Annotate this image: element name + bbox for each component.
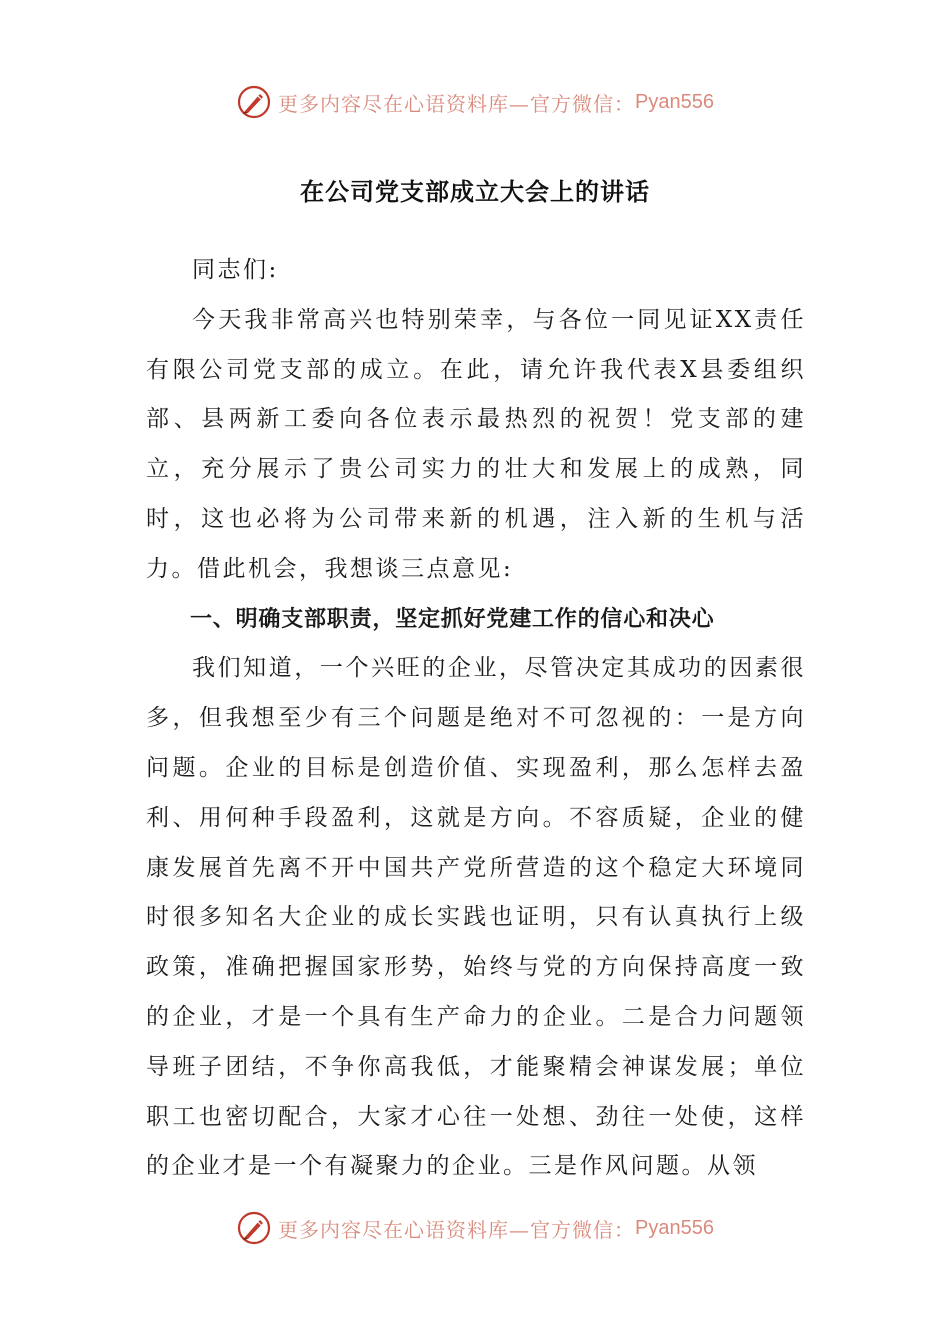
watermark-text: 更多内容尽在心语资料库—官方微信：: [278, 1217, 636, 1242]
watermark-wechat-id: Pyan556: [635, 1216, 714, 1239]
watermark-text: 更多内容尽在心语资料库—官方微信：: [278, 91, 636, 116]
header-watermark-banner: [0, 82, 950, 122]
document-body: [146, 246, 806, 1192]
watermark-wechat-id: Pyan556: [635, 90, 714, 113]
paragraph-1: 今天我非常高兴也特别荣幸，与各位一同见证XX责任有限公司党支部的成立。在此，请允许我代表X县委组织部、县两新工委向各位表示最热烈的祝贺！党支部的建立，充分展示了贵公司实力的壮大和发展上的成熟，同时，这也必将为公司带来新的机遇，注入新的生机与活力。借此机会，我想谈三点意见:: [146, 306, 806, 582]
paragraph-2: 我们知道，一个兴旺的企业，尽管决定其成功的因素很多，但我想至少有三个问题是绝对不可忽视的：一是方向问题。企业的目标是创造价值、实现盈利，那么怎样去盈利、用何种手段盈利，这就是方向。不容质疑，企业的健康发展首先离不开中国共产党所营造的这个稳定大环境同时很多知名大企业的成长实践也证明，只有认真执行上级政策，准确把握国家形势，始终与党的方向保持高度一致的企业，才是一个具有生产命力的企业。二是合力问题领导班子团结，不争你高我低，才能聚精会神谋发展；单位职工也密切配合，大家才心往一处想、劲往一处使，这样的企业才是一个有凝聚力的企业。三是作风问题。从领: [146, 655, 806, 1180]
pen-logo-icon: [236, 84, 272, 120]
footer-watermark-banner: [0, 1208, 950, 1248]
document-title: 在公司党支部成立大会上的讲话: [300, 178, 650, 206]
salutation: 同志们:: [192, 257, 279, 283]
section-heading-1: 一、明确支部职责，坚定抓好党建工作的信心和决心: [190, 606, 715, 632]
pen-logo-icon: [236, 1210, 272, 1246]
